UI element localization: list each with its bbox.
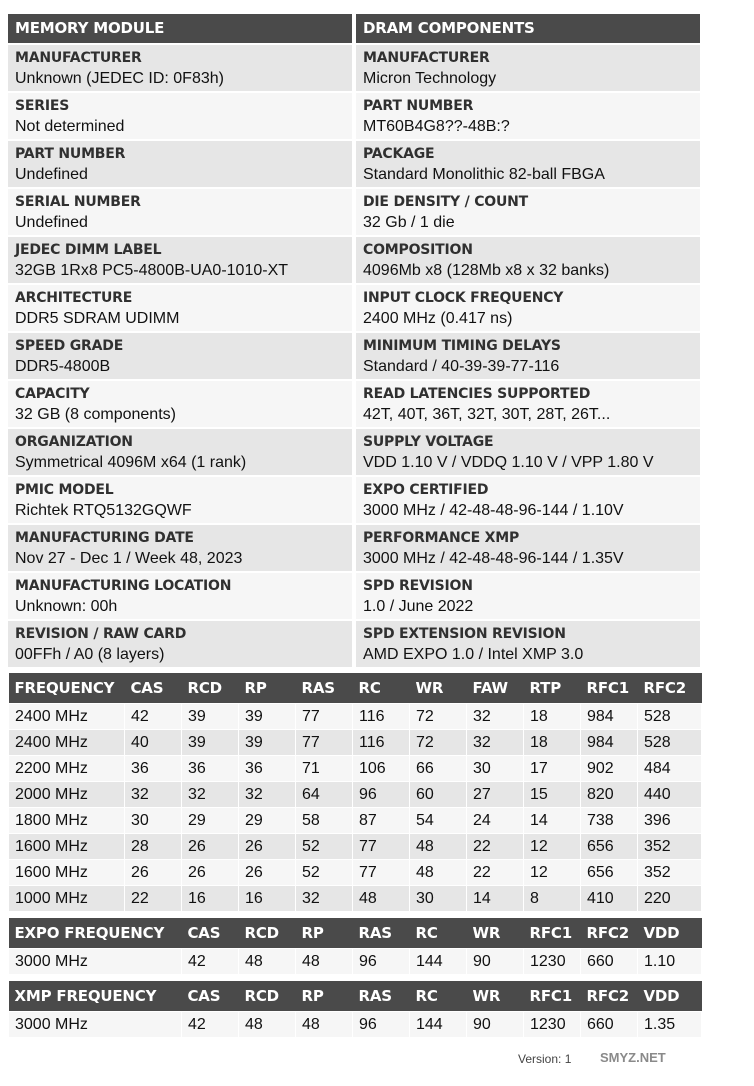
dram-components-item-value: 4096Mb x8 (128Mb x8 x 32 banks) [363,262,610,279]
jedec-timing-cell: 22 [125,886,182,912]
dram-components-item [356,43,700,91]
jedec-timing-cell: 18 [524,730,581,756]
jedec-timing-cell: 2400 MHz [9,704,125,730]
expo-timings-table [8,918,702,975]
jedec-timing-cell: 8 [524,886,581,912]
jedec-timing-cell: 66 [410,756,467,782]
xmp-timing-cell: 1.35 [638,1012,702,1038]
jedec-timing-row [9,756,702,782]
jedec-timing-cell: 52 [296,860,353,886]
memory-module-item [8,331,352,379]
jedec-timing-cell: 1800 MHz [9,808,125,834]
dram-components-item [356,427,700,475]
jedec-timing-cell: 116 [353,730,410,756]
memory-module-item [8,235,352,283]
jedec-timing-cell: 42 [125,704,182,730]
xmp-timing-cell: 144 [410,1012,467,1038]
dram-components-item-label: SUPPLY VOLTAGE [363,434,494,450]
dram-components-item-value: 32 Gb / 1 die [363,214,455,231]
dram-components-item-label: DIE DENSITY / COUNT [363,194,529,210]
memory-module-item-label: REVISION / RAW CARD [15,626,187,642]
dram-components-item-value: 1.0 / June 2022 [363,598,474,615]
memory-module-panel [8,14,352,667]
dram-components-item-label: SPD REVISION [363,578,473,594]
memory-module-item [8,523,352,571]
jedec-timing-cell: 32 [467,704,524,730]
dram-components-item [356,91,700,139]
expo-timing-cell: 1.10 [638,949,702,975]
jedec-timing-cell: 18 [524,704,581,730]
jedec-timing-cell: 528 [638,730,702,756]
expo-timing-cell: 1230 [524,949,581,975]
memory-module-item-value: Unknown: 00h [15,598,118,615]
version-text: Version: 1 [518,1052,572,1066]
memory-module-item-value: 32GB 1Rx8 PC5-4800B-UA0-1010-XT [15,262,289,279]
jedec-timing-column-header: RTP [524,673,581,704]
jedec-timing-row [9,860,702,886]
jedec-timing-cell: 820 [581,782,638,808]
memory-module-item-label: PART NUMBER [15,146,126,162]
jedec-timing-cell: 2000 MHz [9,782,125,808]
memory-module-header: MEMORY MODULE [8,14,352,43]
jedec-timing-cell: 14 [524,808,581,834]
memory-module-item-value: Undefined [15,214,88,231]
dram-components-item-label: SPD EXTENSION REVISION [363,626,566,642]
jedec-timing-cell: 32 [239,782,296,808]
jedec-timing-cell: 48 [353,886,410,912]
dram-components-item-value: MT60B4G8??-48B:? [363,118,510,135]
jedec-timing-column-header: RC [353,673,410,704]
xmp-timing-column-header: CAS [182,981,239,1012]
memory-module-item-label: MANUFACTURER [15,50,142,66]
dram-components-item-label: INPUT CLOCK FREQUENCY [363,290,564,306]
memory-module-item-label: PMIC MODEL [15,482,114,498]
dram-components-item-label: EXPO CERTIFIED [363,482,489,498]
jedec-timing-cell: 656 [581,834,638,860]
jedec-timing-cell: 48 [410,860,467,886]
xmp-timing-column-header: RFC1 [524,981,581,1012]
expo-timing-column-header: EXPO FREQUENCY [9,918,182,949]
memory-module-item [8,283,352,331]
memory-module-item-label: SPEED GRADE [15,338,124,354]
memory-module-item-value: 32 GB (8 components) [15,406,176,423]
jedec-timing-cell: 17 [524,756,581,782]
jedec-timing-cell: 30 [410,886,467,912]
xmp-timing-cell: 48 [239,1012,296,1038]
jedec-timing-cell: 116 [353,704,410,730]
watermark-text: SMYZ.NET [600,1050,666,1065]
memory-module-item-label: JEDEC DIMM LABEL [15,242,162,258]
jedec-timing-row [9,808,702,834]
jedec-timing-cell: 77 [353,860,410,886]
xmp-timing-cell: 96 [353,1012,410,1038]
xmp-timing-column-header: RC [410,981,467,1012]
expo-timing-cell: 144 [410,949,467,975]
jedec-timing-cell: 26 [239,834,296,860]
expo-timing-column-header: RC [410,918,467,949]
expo-timing-column-header: RAS [353,918,410,949]
expo-timing-cell: 660 [581,949,638,975]
dram-components-item-value: AMD EXPO 1.0 / Intel XMP 3.0 [363,646,584,663]
jedec-timing-cell: 77 [296,704,353,730]
expo-timing-column-header: CAS [182,918,239,949]
jedec-timing-cell: 39 [182,704,239,730]
jedec-timing-cell: 26 [125,860,182,886]
xmp-timing-cell: 660 [581,1012,638,1038]
jedec-timing-cell: 22 [467,834,524,860]
jedec-timings-table [8,673,702,912]
dram-components-item-value: Standard Monolithic 82-ball FBGA [363,166,605,183]
expo-timing-row [9,949,702,975]
xmp-timing-column-header: RCD [239,981,296,1012]
jedec-timing-cell: 48 [410,834,467,860]
jedec-timing-column-header: RP [239,673,296,704]
jedec-timing-cell: 58 [296,808,353,834]
dram-components-item [356,235,700,283]
jedec-timing-cell: 28 [125,834,182,860]
xmp-timing-cell: 1230 [524,1012,581,1038]
dram-components-item [356,571,700,619]
expo-timing-column-header: WR [467,918,524,949]
xmp-timings-table [8,981,702,1038]
xmp-timing-column-header: RFC2 [581,981,638,1012]
expo-timing-column-header: RFC1 [524,918,581,949]
jedec-timing-cell: 106 [353,756,410,782]
jedec-timing-cell: 2400 MHz [9,730,125,756]
memory-module-item-value: Not determined [15,118,125,135]
jedec-timing-cell: 87 [353,808,410,834]
expo-timing-column-header: VDD [638,918,702,949]
expo-timing-cell: 3000 MHz [9,949,182,975]
jedec-timing-cell: 352 [638,834,702,860]
memory-module-item-value: Richtek RTQ5132GQWF [15,502,192,519]
xmp-timing-cell: 48 [296,1012,353,1038]
expo-timing-cell: 42 [182,949,239,975]
expo-timing-cell: 96 [353,949,410,975]
expo-timing-cell: 48 [239,949,296,975]
jedec-timing-cell: 2200 MHz [9,756,125,782]
jedec-timing-cell: 1600 MHz [9,860,125,886]
memory-module-item [8,475,352,523]
jedec-timing-cell: 220 [638,886,702,912]
dram-components-item-value: 2400 MHz (0.417 ns) [363,310,513,327]
dram-components-panel [356,14,700,667]
jedec-timing-row [9,704,702,730]
jedec-timing-cell: 16 [239,886,296,912]
dram-components-item [356,283,700,331]
xmp-timing-cell: 42 [182,1012,239,1038]
memory-module-item [8,571,352,619]
xmp-timing-column-header: XMP FREQUENCY [9,981,182,1012]
dram-components-header: DRAM COMPONENTS [356,14,700,43]
jedec-timing-column-header: FAW [467,673,524,704]
dram-components-item-value: 3000 MHz / 42-48-48-96-144 / 1.10V [363,502,624,519]
jedec-timing-row [9,730,702,756]
xmp-timing-column-header: WR [467,981,524,1012]
memory-module-item [8,91,352,139]
dram-components-item [356,523,700,571]
jedec-timing-cell: 32 [467,730,524,756]
memory-module-item-label: MANUFACTURING DATE [15,530,194,546]
memory-module-item-value: Symmetrical 4096M x64 (1 rank) [15,454,247,471]
jedec-timing-cell: 30 [467,756,524,782]
jedec-timing-row [9,834,702,860]
xmp-timing-cell: 3000 MHz [9,1012,182,1038]
jedec-timing-column-header: RFC1 [581,673,638,704]
dram-components-item-label: MINIMUM TIMING DELAYS [363,338,561,354]
jedec-timing-cell: 39 [182,730,239,756]
memory-module-item-value: Nov 27 - Dec 1 / Week 48, 2023 [15,550,243,567]
jedec-timing-cell: 36 [239,756,296,782]
dram-components-item-value: Micron Technology [363,70,497,87]
jedec-timing-cell: 984 [581,704,638,730]
expo-timing-column-header: RP [296,918,353,949]
jedec-timing-cell: 29 [239,808,296,834]
dram-components-item [356,475,700,523]
jedec-timing-cell: 26 [182,860,239,886]
xmp-timing-cell: 90 [467,1012,524,1038]
jedec-timing-cell: 738 [581,808,638,834]
memory-module-item-value: 00FFh / A0 (8 layers) [15,646,165,663]
jedec-timing-cell: 656 [581,860,638,886]
jedec-timing-cell: 32 [182,782,239,808]
jedec-timing-column-header: RAS [296,673,353,704]
jedec-timing-cell: 39 [239,704,296,730]
memory-module-item-value: DDR5-4800B [15,358,111,375]
jedec-timing-cell: 72 [410,704,467,730]
memory-module-item-label: SERIAL NUMBER [15,194,141,210]
memory-module-item-label: ORGANIZATION [15,434,133,450]
jedec-timing-cell: 16 [182,886,239,912]
memory-module-item-label: MANUFACTURING LOCATION [15,578,232,594]
jedec-timing-cell: 484 [638,756,702,782]
jedec-timing-column-header: FREQUENCY [9,673,125,704]
jedec-timing-cell: 64 [296,782,353,808]
jedec-timing-cell: 14 [467,886,524,912]
jedec-timing-cell: 71 [296,756,353,782]
xmp-timing-column-header: RAS [353,981,410,1012]
jedec-timing-column-header: RFC2 [638,673,702,704]
jedec-timing-cell: 12 [524,860,581,886]
jedec-timing-cell: 77 [353,834,410,860]
jedec-timing-cell: 29 [182,808,239,834]
memory-module-item-value: DDR5 SDRAM UDIMM [15,310,180,327]
jedec-timing-cell: 528 [638,704,702,730]
jedec-timing-cell: 72 [410,730,467,756]
jedec-timing-cell: 24 [467,808,524,834]
jedec-timing-cell: 410 [581,886,638,912]
expo-timing-column-header: RFC2 [581,918,638,949]
jedec-timing-cell: 32 [296,886,353,912]
jedec-timing-column-header: RCD [182,673,239,704]
memory-module-item [8,139,352,187]
jedec-timing-cell: 27 [467,782,524,808]
dram-components-item-value: Standard / 40-39-39-77-116 [363,358,560,375]
memory-module-item-label: CAPACITY [15,386,90,402]
expo-timing-cell: 48 [296,949,353,975]
jedec-timing-cell: 32 [125,782,182,808]
memory-module-item [8,619,352,667]
memory-module-item [8,43,352,91]
jedec-timing-cell: 60 [410,782,467,808]
jedec-timing-cell: 26 [182,834,239,860]
memory-module-item-value: Unknown (JEDEC ID: 0F83h) [15,70,224,87]
dram-components-item-value: VDD 1.10 V / VDDQ 1.10 V / VPP 1.80 V [363,454,654,471]
jedec-timing-cell: 77 [296,730,353,756]
dram-components-item [356,619,700,667]
memory-module-item-value: Undefined [15,166,88,183]
memory-module-item [8,427,352,475]
jedec-timing-cell: 36 [182,756,239,782]
spd-report [8,14,701,1038]
jedec-timing-cell: 30 [125,808,182,834]
dram-components-item-label: COMPOSITION [363,242,473,258]
dram-components-item [356,187,700,235]
jedec-timing-column-header: WR [410,673,467,704]
jedec-timing-cell: 39 [239,730,296,756]
expo-timing-column-header: RCD [239,918,296,949]
dram-components-item-label: READ LATENCIES SUPPORTED [363,386,591,402]
spd-info-panels [8,14,701,667]
jedec-timing-cell: 1600 MHz [9,834,125,860]
xmp-timing-column-header: VDD [638,981,702,1012]
memory-module-item [8,379,352,427]
jedec-timing-cell: 40 [125,730,182,756]
dram-components-item [356,379,700,427]
jedec-timing-cell: 54 [410,808,467,834]
jedec-timing-cell: 52 [296,834,353,860]
dram-components-item-value: 42T, 40T, 36T, 32T, 30T, 28T, 26T... [363,406,611,423]
jedec-timing-cell: 1000 MHz [9,886,125,912]
expo-timing-cell: 90 [467,949,524,975]
dram-components-item [356,331,700,379]
dram-components-item-label: MANUFACTURER [363,50,490,66]
jedec-timing-cell: 15 [524,782,581,808]
jedec-timing-cell: 36 [125,756,182,782]
dram-components-item-label: PERFORMANCE XMP [363,530,520,546]
memory-module-item-label: ARCHITECTURE [15,290,133,306]
dram-components-item-label: PACKAGE [363,146,435,162]
jedec-timing-cell: 26 [239,860,296,886]
jedec-timing-cell: 440 [638,782,702,808]
xmp-timing-column-header: RP [296,981,353,1012]
jedec-timing-cell: 12 [524,834,581,860]
jedec-timing-row [9,886,702,912]
jedec-timing-column-header: CAS [125,673,182,704]
jedec-timing-cell: 396 [638,808,702,834]
dram-components-item-label: PART NUMBER [363,98,474,114]
jedec-timing-cell: 352 [638,860,702,886]
jedec-timing-cell: 984 [581,730,638,756]
jedec-timing-cell: 902 [581,756,638,782]
dram-components-item-value: 3000 MHz / 42-48-48-96-144 / 1.35V [363,550,624,567]
xmp-timing-row [9,1012,702,1038]
jedec-timing-row [9,782,702,808]
memory-module-item-label: SERIES [15,98,70,114]
dram-components-item [356,139,700,187]
jedec-timing-cell: 22 [467,860,524,886]
memory-module-item [8,187,352,235]
jedec-timing-cell: 96 [353,782,410,808]
